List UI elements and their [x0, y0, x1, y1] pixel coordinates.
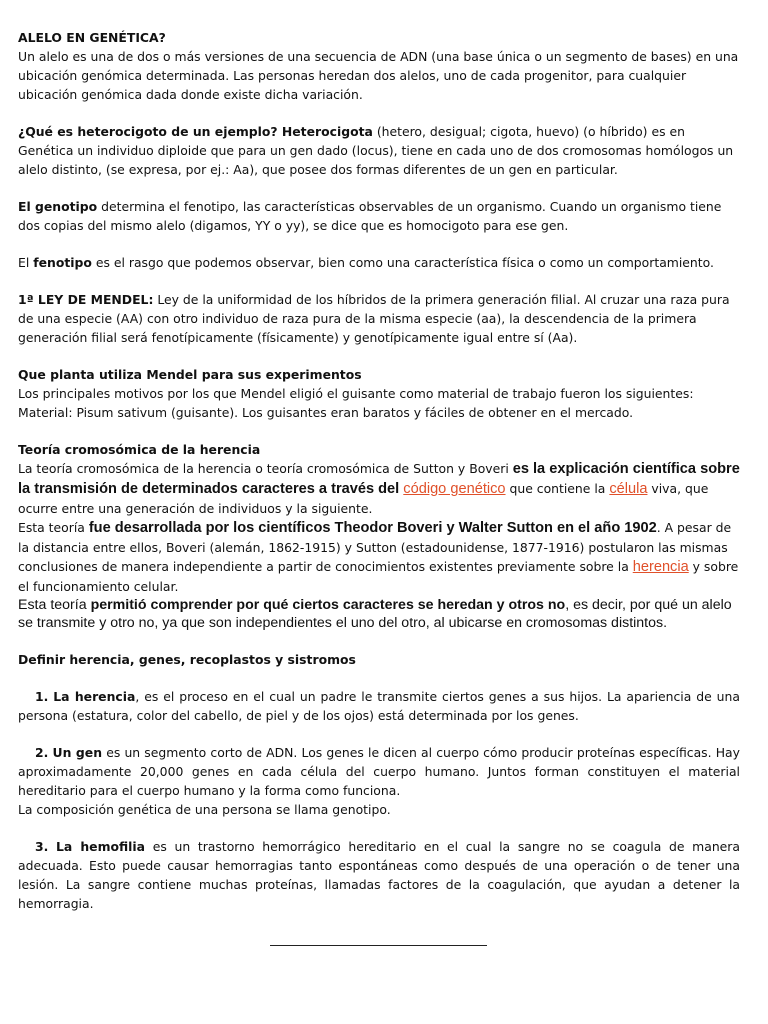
text-fenotipo: es el rasgo que podemos observar, bien como una característica física o como un comportamiento.: [91, 255, 714, 270]
paragraph-mendel-law: [18, 290, 740, 347]
term-genotipo: El genotipo: [18, 199, 98, 214]
paragraph-heterocigoto: [18, 122, 740, 179]
term-hemofilia: La hemofilia: [56, 839, 146, 854]
text-teoria-1a: La teoría cromosómica de la herencia o teoría cromosómica de Sutton y Boveri: [18, 461, 513, 476]
list-item-gen: [18, 743, 740, 800]
text-heterocigoto: (hetero, desigual; cigota, huevo) (o híbrido) es en Genética un individuo diploide que para un gen dado (locus), tiene en cada uno de dos cromosomas homólogos un alelo distinto, (se expresa, por ej.: Aa), que posee dos formas diferentes de un gen en particular.: [18, 124, 734, 177]
paragraph-alelo: Un alelo es una de dos o más versiones de una secuencia de ADN (una base única o un segmento de bases) en una ubicación genómica determinada. Las personas heredan dos alelos, uno de cada progenitor, para cualquier ubicación genómica dada donde existe dicha variación.: [18, 49, 739, 102]
text-fenotipo-pre: El: [18, 255, 34, 270]
list-number: 1.: [35, 689, 49, 704]
text-teoria-2b: fue desarrollada por los científicos Theodor Boveri y Walter Sutton en el año 1902: [88, 520, 657, 536]
text-genotipo: determina el fenotipo, las características observables de un organismo. Cuando un organismo tiene dos copias del mismo alelo (digamos, YY o yy), se dice que es homocigoto para ese gen.: [18, 199, 722, 233]
link-celula[interactable]: célula: [609, 481, 648, 497]
term-fenotipo: fenotipo: [33, 255, 92, 270]
separator-line: [270, 945, 487, 946]
list-number: 2.: [35, 745, 49, 760]
paragraph-teoria-2: [18, 518, 740, 596]
text-mendel-law: Ley de la uniformidad de los híbridos de la primera generación filial. Al cruzar una raza pura de una especie (AA) con otro individuo de raza pura de la misma especie (aa), la descendencia de la primera generación filial será fenotípicamente (físicamente) y genotípicamente igual entre sí (Aa).: [18, 292, 730, 345]
text-teoria-3a: Esta teoría: [18, 597, 91, 613]
heading-definir-text: Definir herencia, genes, recoplastos y sistromos: [18, 652, 356, 667]
text-teoria-3c: , es decir, por qué un alelo se transmite y otro no, ya que son independientes el uno del otro, al ubicarse en cromosomas distintos.: [18, 597, 732, 631]
paragraph-fenotipo: [18, 253, 740, 272]
text-teoria-1c: que contiene la: [505, 481, 610, 496]
heading-teoria: [18, 440, 740, 459]
text-hemofilia: es un trastorno hemorrágico hereditario en el cual la sangre no se coagula de manera adecuada. Esto puede causar hemorragias tanto espontáneas como después de una operación o de tener una lesión. La sangre contiene muchas proteínas, llamadas factores de la coagulación, que ayudan a detener la hemorragia.: [18, 839, 740, 911]
text-herencia: , es el proceso en el cual un padre le transmite ciertos genes a sus hijos. La apariencia de una persona (estatura, color del cabello, de piel y de los ojos) está determinada por los genes.: [18, 689, 740, 723]
link-codigo-genetico[interactable]: código genético: [403, 481, 506, 497]
link-herencia[interactable]: herencia: [632, 559, 689, 575]
paragraph-genotipo-note: La composición genética de una persona se llama genotipo.: [18, 802, 391, 817]
list-item-hemofilia: [18, 837, 740, 913]
paragraph-teoria-3: [18, 596, 740, 632]
paragraph-mendel-plant: Los principales motivos por los que Mendel eligió el guisante como material de trabajo fueron los siguientes: Material: Pisum sativum (guisante). Los guisantes eran baratos y fáciles de obtener en el mercado.: [18, 386, 694, 420]
section-title-alelo: ALELO EN GENÉTICA?: [18, 30, 166, 45]
heading-mendel-plant: [18, 365, 740, 384]
text-teoria-1d: viva, que ocurre entre una generación de individuos y la siguiente.: [18, 481, 709, 516]
text-teoria-2d: y sobre el funcionamiento celular.: [18, 559, 739, 594]
term-gen: Un gen: [52, 745, 103, 760]
text-teoria-2c: . A pesar de la distancia entre ellos, Boveri (alemán, 1862-1915) y Sutton (estadounidense, 1877-1916) postularon las mismas conclusiones de manera independiente a partir de conocimientos existentes previamente sobre la: [18, 520, 732, 574]
heading-mendel-plant-text: Que planta utiliza Mendel para sus experimentos: [18, 367, 362, 382]
heading-teoria-text: Teoría cromosómica de la herencia: [18, 442, 261, 457]
text-gen: es un segmento corto de ADN. Los genes le dicen al cuerpo cómo producir proteínas específicas. Hay aproximadamente 20,000 genes en cada célula del cuerpo humano. Juntos forman constituyen el material hereditario para el cuerpo humano y la forma como funciona.: [18, 745, 740, 798]
text-teoria-3b: permitió comprender por qué ciertos caracteres se heredan y otros no: [90, 597, 566, 613]
list-item-herencia: [18, 687, 740, 725]
term-mendel-law: 1ª LEY DE MENDEL:: [18, 292, 154, 307]
paragraph-genotipo: [18, 197, 740, 235]
list-number: 3.: [35, 839, 49, 854]
text-teoria-2a: Esta teoría: [18, 520, 89, 535]
heading-definir: [18, 650, 740, 669]
term-heterocigoto: ¿Qué es heterocigoto de un ejemplo? Heterocigota: [18, 124, 373, 139]
document-page: [18, 28, 740, 913]
paragraph-teoria-1: [18, 459, 740, 518]
text-teoria-1b: es la explicación científica sobre la transmisión de determinados caracteres a través del: [18, 461, 740, 497]
term-herencia: La herencia: [53, 689, 136, 704]
